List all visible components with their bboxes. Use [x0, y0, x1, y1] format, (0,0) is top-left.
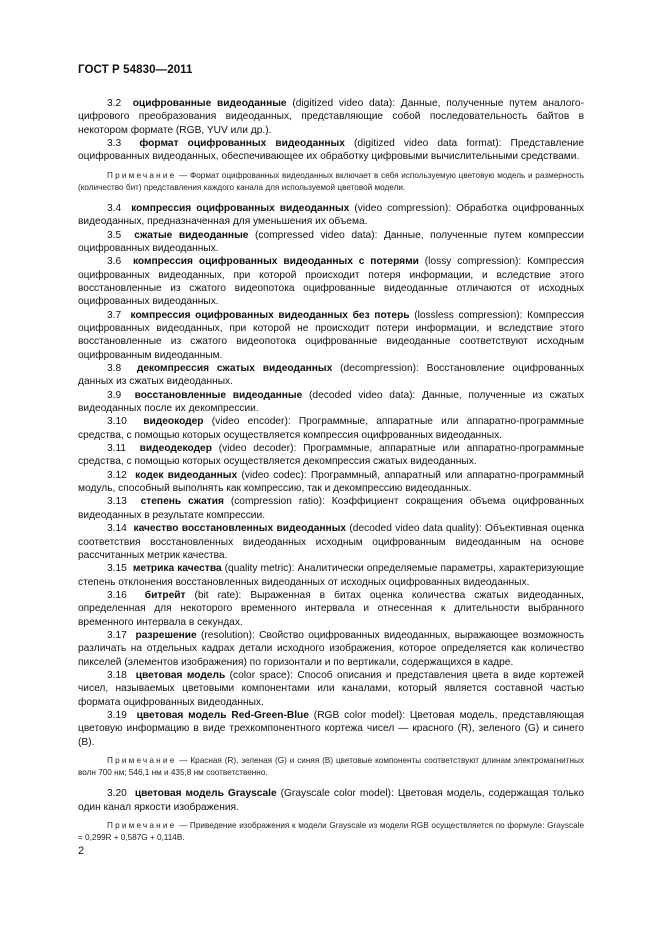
clause-number: 3.17 — [107, 629, 127, 641]
note-label: Примечание — [107, 170, 177, 180]
clause-number: 3.19 — [107, 709, 127, 721]
clause-number: 3.20 — [107, 788, 127, 800]
defined-term: битрейт — [144, 589, 186, 601]
definition-paragraph — [78, 389, 584, 416]
definition-text: (color space): Способ описания и представления цвета в виде кортежей чисел, называемых цветовыми компонентами или каналами, который является составной частью формата оцифрованных видеоданных. — [78, 669, 584, 708]
definition-paragraph — [78, 562, 584, 589]
definition-text: (compression ratio): Коэффициент сокращения объема оцифрованных видеоданных в результате компрессии. — [78, 496, 585, 521]
clause-number: 3.6 — [107, 256, 122, 268]
defined-term: компрессия оцифрованных видеоданных — [131, 202, 350, 214]
defined-term: видеокодер — [143, 416, 204, 428]
definition-paragraph — [78, 137, 584, 164]
definition-paragraph — [78, 229, 584, 256]
defined-term: декомпрессия сжатых видеоданных — [136, 363, 333, 375]
clause-number: 3.11 — [107, 443, 127, 455]
definition-paragraph — [78, 97, 584, 137]
defined-term: метрика качества — [132, 563, 222, 575]
defined-term: восстановленные видеоданные — [134, 389, 303, 401]
definition-paragraph — [78, 495, 584, 522]
definition-paragraph — [78, 415, 584, 442]
definition-text: (Grayscale color model): Цветовая модель, содержащая только один канал яркости изображения. — [78, 788, 584, 813]
clause-number: 3.7 — [107, 309, 122, 321]
clause-number: 3.2 — [107, 98, 122, 109]
definition-text: (RGB color model): Цветовая модель, представляющая цветовую информацию в виде трехкомпонентного кортежа чисел — красного (R), зеленого (G) и синего (B). — [78, 709, 584, 748]
defined-term: видеодекодер — [139, 443, 212, 455]
defined-term: сжатые видеоданные — [134, 229, 249, 241]
page-number: 2 — [78, 845, 85, 857]
definition-text: (resolution): Свойство оцифрованных видеоданных, выражающее возможность различать на отдельных кадрах детали исходного изображения, которое определяется как количество пикселей (элементов изображения) по горизонтали и по вертикали, содержащихся в кадре. — [78, 629, 584, 668]
note-text: — Приведение изображения к модели Grayscale из модели RGB осуществляется по формуле: Grayscale = 0,299R + 0,587G + 0,114B. — [78, 820, 584, 842]
defined-term: кодек видеоданных — [135, 469, 238, 481]
definition-text: (video encoder): Программные, аппаратные или аппаратно-программные средства, с помощью которых осуществляется компрессия оцифрованных видеоданных. — [78, 416, 584, 441]
note-paragraph — [78, 170, 584, 194]
note-label: Примечание — [107, 756, 177, 765]
note-paragraph — [78, 820, 584, 844]
clause-number: 3.18 — [107, 669, 127, 681]
definition-text: (lossy compression): Компрессия оцифрованных видеоданных, при которой происходит потеря информации, и вследствие этого восстановленные из сжатого видеопотока оцифрованные видеоданные отличаются от исходных оцифрованных видеоданных. — [78, 256, 584, 308]
definition-paragraph — [78, 669, 584, 709]
definition-paragraph — [78, 522, 584, 562]
defined-term: цветовая модель Grayscale — [134, 788, 277, 800]
clause-number: 3.14 — [107, 523, 127, 535]
defined-term: цветовая модель Red-Green-Blue — [136, 709, 309, 721]
defined-term: разрешение — [135, 629, 197, 641]
defined-term: цветовая модель — [135, 669, 226, 681]
definition-paragraph — [78, 255, 584, 308]
definition-text: (lossless compression): Компрессия оцифрованных видеоданных, при которой не происходит потери информации, и вследствие этого восстановленные из сжатого видеопотока оцифрованные видеоданные соответствуют исходным оцифрованным видеоданным. — [78, 309, 584, 361]
definition-paragraph — [78, 362, 584, 389]
note-label: Примечание — [107, 820, 177, 830]
note-text: — Формат оцифрованных видеоданных включает в себя используемую цветовую модель и размерность (количество бит) представления каждого канала для используемой цветовой модели. — [78, 170, 584, 192]
definition-paragraph — [78, 202, 584, 229]
note-paragraph — [78, 755, 584, 779]
defined-term: формат оцифрованных видеоданных — [139, 138, 345, 150]
definition-text: (video decoder): Программные, аппаратные или аппаратно-программные средства, с помощью которых осуществляется декомпрессия сжатых видеоданных. — [78, 443, 584, 468]
clause-number: 3.10 — [107, 416, 127, 428]
definition-text: (digitized video data): Данные, полученные путем аналого-цифрового преобразования видеоданных, представляющие собой последовательность байтов в некотором формате (RGB, YUV или др.). — [78, 98, 584, 136]
clause-number: 3.9 — [107, 389, 122, 401]
defined-term: степень сжатия — [140, 496, 224, 508]
definition-text: (video compression): Обработка оцифрованных видеоданных, предназначенная для уменьшения их объема. — [78, 202, 584, 228]
definition-text: (bit rate): Выраженная в битах оценка количества сжатых видеоданных, определенная для некоторого временного интервала и отнесенная к длительности выбранного временного интервала в секундах. — [78, 589, 584, 628]
definition-paragraph — [78, 469, 584, 496]
defined-term: компрессия оцифрованных видеоданных с потерями — [132, 256, 419, 268]
definition-text: (decoded video data): Данные, полученные из сжатых видеоданных после их декомпрессии. — [78, 389, 584, 415]
definition-text: (decoded video data quality): Объективная оценка соответствия восстановленных видеоданных исходным оцифрованным видеоданным на основе рассчитанных метрик качества. — [78, 523, 584, 561]
clause-number: 3.4 — [107, 202, 122, 214]
note-text: — Красная (R), зеленая (G) и синяя (B) цветовые компоненты соответствуют длинам электромагнитных волн 700 нм; 546,1 нм и 435,8 нм соответственно. — [78, 756, 584, 778]
clause-number: 3.13 — [107, 496, 127, 508]
document-header: ГОСТ Р 54830—2011 — [78, 64, 193, 76]
definition-paragraph — [78, 589, 584, 629]
definition-paragraph — [78, 629, 584, 669]
defined-term: оцифрованные видеоданные — [132, 98, 287, 109]
definition-text: (digitized video data format): Представление оцифрованных видеоданных, обеспечивающее их обработку цифровыми вычислительными средствами. — [78, 138, 584, 163]
document-body — [78, 97, 584, 852]
definition-paragraph — [78, 709, 584, 749]
clause-number: 3.3 — [107, 138, 122, 150]
definition-paragraph — [78, 442, 584, 469]
definition-text: (decompression): Восстановление оцифрованных данных из сжатых видеоданных. — [78, 363, 584, 388]
definition-text: (quality metric): Аналитически определяемые параметры, характеризующие степень отклонения восстановленных видеоданных от исходных оцифрованных видеоданных. — [78, 563, 584, 588]
clause-number: 3.5 — [107, 229, 122, 241]
definition-text: (video codec): Программный, аппаратный или аппаратно-программный модуль, способный выполнять как компрессию, так и декомпрессию видеоданных. — [78, 469, 584, 495]
clause-number: 3.8 — [107, 363, 122, 375]
definition-text: (compressed video data): Данные, полученные путем компрессии оцифрованных видеоданных. — [78, 229, 584, 254]
clause-number: 3.16 — [107, 589, 127, 601]
defined-term: качество восстановленных видеоданных — [133, 523, 347, 535]
definition-paragraph — [78, 787, 584, 814]
defined-term: компрессия оцифрованных видеоданных без потерь — [130, 309, 410, 321]
clause-number: 3.12 — [107, 469, 127, 481]
clause-number: 3.15 — [107, 563, 127, 575]
definition-paragraph — [78, 309, 584, 362]
